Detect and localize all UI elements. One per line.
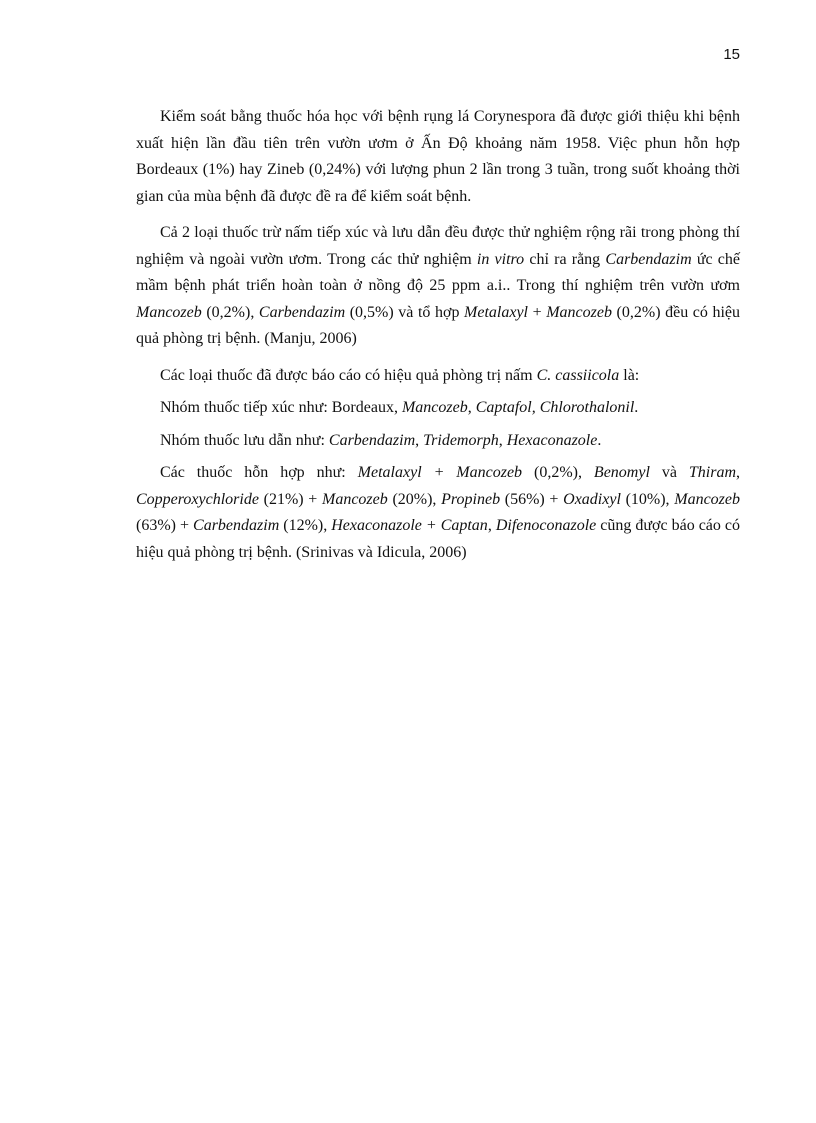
text-run: . <box>597 431 602 449</box>
paragraph-systemic-fungicides <box>136 428 740 455</box>
italic-term: C. cassiicola <box>536 366 620 384</box>
document-body <box>136 104 740 566</box>
text-run: , <box>487 517 496 534</box>
italic-term: Oxadixyl <box>563 490 621 508</box>
italic-term: Thiram <box>688 464 736 481</box>
text-run: (56%) + <box>500 490 564 508</box>
text-run: (0,5%) và tổ hợp <box>345 303 465 321</box>
italic-term: Carbendazim <box>328 431 416 449</box>
text-run: cũng được báo cáo có hiệu quả phòng trị bệnh. (Srinivas và Idicula, 2006) <box>136 517 741 561</box>
italic-term: Benomyl <box>593 464 650 481</box>
italic-term: Hexaconazole + Captan <box>331 517 488 534</box>
paragraph-fungicide-trials <box>136 220 740 353</box>
italic-term: Propineb <box>441 490 501 508</box>
italic-term: Mancozeb <box>546 303 612 321</box>
paragraph-reported-fungicides <box>136 363 740 390</box>
text-run: (0,2%), <box>522 464 594 481</box>
text-run: Nhóm thuốc tiếp xúc như: Bordeaux, <box>160 399 402 416</box>
text-run: (10%), <box>620 490 675 508</box>
paragraph-contact-fungicides <box>136 395 740 422</box>
italic-term: Carbendazim <box>258 303 346 321</box>
text-run: Kiểm soát bằng thuốc hóa học với bệnh rụng lá Corynespora đã được giới thiệu khi bệnh xuất hiện lần đầu tiên trên vườn ươm ở Ấn Độ khoảng năm 1958. Việc phun hỗn hợp Bordeaux (1%) hay Zineb (0,24%) với lượng phun 2 lần trong 3 tuần, trong suốt khoảng thời gian của mùa bệnh đã được đề ra để kiểm soát bệnh. <box>136 108 740 205</box>
italic-term: Captafol, Chlorothalonil <box>475 399 635 416</box>
text-run: (21%) + <box>258 490 322 508</box>
italic-term: Mancozeb <box>401 399 468 416</box>
italic-term: Carbendazim <box>605 250 692 268</box>
text-run: (63%) + <box>136 517 194 534</box>
paragraph-chemical-control <box>136 104 740 210</box>
page-number: 15 <box>723 46 740 63</box>
paragraph-mixture-fungicides <box>136 460 740 566</box>
italic-term: Metalaxyl <box>464 303 528 321</box>
text-run: chỉ ra rằng <box>524 250 606 268</box>
italic-term: Hexaconazole <box>506 431 598 449</box>
text-run: ức chế mầm bệnh phát triển hoàn toàn ở nồng độ 25 ppm a.i.. Trong thí nghiệm trên vườn ươm <box>136 250 741 294</box>
italic-term: Difenoconazole <box>495 517 597 534</box>
italic-term: Mancozeb <box>136 303 202 321</box>
italic-term: Mancozeb <box>322 490 388 508</box>
text-run: Các loại thuốc đã được báo cáo có hiệu quả phòng trị nấm <box>160 366 537 384</box>
text-run: (0,2%) đều có hiệu quả phòng trị bệnh. (Manju, 2006) <box>136 303 740 347</box>
text-run: và <box>649 464 689 481</box>
text-run: là: <box>619 366 640 384</box>
text-run: Cả 2 loại thuốc trừ nấm tiếp xúc và lưu dẫn đều được thử nghiệm rộng rãi trong phòng thí nghiệm và ngoài vườn ươm. Trong các thử nghiệm <box>136 224 740 268</box>
text-run: (0,2%), <box>201 303 259 321</box>
text-run: . <box>634 399 639 416</box>
italic-term: Metalaxyl + Mancozeb <box>357 464 523 481</box>
italic-term: in vitro <box>476 250 525 268</box>
text-run: , <box>415 431 424 449</box>
text-run: (20%), <box>387 490 442 508</box>
text-run: + <box>528 303 547 321</box>
text-run: Nhóm thuốc lưu dẫn như: <box>160 431 329 449</box>
text-run: (12%), <box>279 517 332 534</box>
italic-term: Tridemorph <box>423 431 499 449</box>
italic-term: Mancozeb <box>674 490 741 508</box>
text-run: , <box>467 399 476 416</box>
text-run: , <box>498 431 507 449</box>
italic-term: Copperoxychloride <box>136 490 259 508</box>
italic-term: Carbendazim <box>193 517 280 534</box>
text-run: , <box>736 464 740 481</box>
text-run: Các thuốc hỗn hợp như: <box>160 464 358 481</box>
